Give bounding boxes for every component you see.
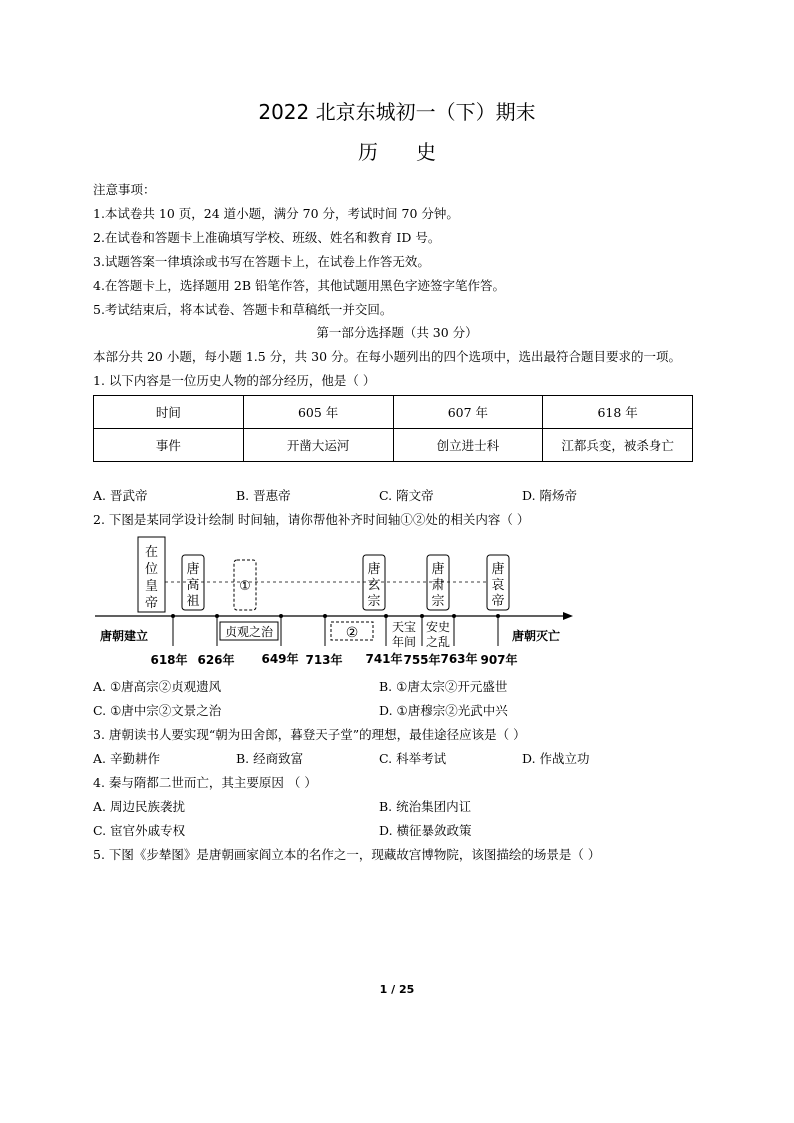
year-label: 626年 <box>197 653 235 667</box>
side-char: 位 <box>144 562 159 577</box>
option-c[interactable]: C. 宦官外戚专权 <box>93 823 186 838</box>
note-item: 2.在试卷和答题卡上准确填写学校、班级、姓名和教育 ID 号。 <box>93 230 441 245</box>
emperor-char: 唐 <box>431 562 445 577</box>
table-cell: 开凿大运河 <box>243 429 393 462</box>
table-cell: 时间 <box>94 396 244 429</box>
event-label: 贞观之治 <box>224 625 274 639</box>
table-row <box>94 429 693 462</box>
option-a[interactable]: A. 晋武帝 <box>93 488 148 503</box>
event-label-line1: 天宝 <box>391 620 417 634</box>
table-row <box>94 396 693 429</box>
question-5-stem: 5. 下图《步辇图》是唐朝画家阎立本的名作之一，现藏故宫博物院，该图描绘的场景是（ ） <box>93 847 601 862</box>
page-number: 1 / 25 <box>379 983 415 996</box>
year-label: 907年 <box>480 653 518 667</box>
emperor-char: 宗 <box>367 594 381 609</box>
emperor-char: 宗 <box>431 594 445 609</box>
option-b[interactable]: B. 晋惠帝 <box>236 488 291 503</box>
event-label-line2: 之乱 <box>425 635 451 649</box>
emperor-char: 唐 <box>367 562 381 577</box>
option-d[interactable]: D. 横征暴敛政策 <box>379 823 472 838</box>
note-item: 5.考试结束后，将本试卷、答题卡和草稿纸一并交回。 <box>93 302 393 317</box>
option-b[interactable]: B. ①唐太宗②开元盛世 <box>379 679 508 694</box>
option-c[interactable]: C. ①唐中宗②文景之治 <box>93 703 222 718</box>
event-label-line1: 安史 <box>425 620 451 634</box>
table-cell: 江都兵变，被杀身亡 <box>543 429 693 462</box>
emperor-char: 唐 <box>186 562 200 577</box>
year-label: 618年 <box>150 653 188 667</box>
option-a[interactable]: A. ①唐高宗②贞观遗风 <box>93 679 222 694</box>
emperor-label <box>431 562 444 609</box>
note-item: 1.本试卷共 10 页，24 道小题，满分 70 分，考试时间 70 分钟。 <box>93 206 459 221</box>
event-label-line2: 年间 <box>391 635 417 649</box>
year-label: 763年 <box>440 652 478 666</box>
option-b[interactable]: B. 经商致富 <box>236 751 304 766</box>
table-cell: 605 年 <box>243 396 393 429</box>
table-cell: 创立进士科 <box>393 429 543 462</box>
table-cell: 事件 <box>94 429 244 462</box>
option-d[interactable]: D. 作战立功 <box>522 751 590 766</box>
emperor-char: 玄 <box>367 578 381 593</box>
table-cell: 618 年 <box>543 396 693 429</box>
emperor-label <box>491 562 504 609</box>
option-d[interactable]: D. ①唐穆宗②光武中兴 <box>379 703 508 718</box>
emperor-char: 唐 <box>491 562 505 577</box>
option-d[interactable]: D. 隋炀帝 <box>522 488 578 503</box>
question-2-stem: 2. 下图是某同学设计绘制 时间轴，请你帮他补齐时间轴①②处的相关内容（ ） <box>93 512 530 527</box>
option-c[interactable]: C. 隋文帝 <box>379 488 434 503</box>
emperor-char: 帝 <box>491 594 505 609</box>
question-3-stem: 3. 唐朝读书人要实现“朝为田舍郎，暮登天子堂”的理想，最佳途径应该是（ ） <box>93 727 526 742</box>
table-cell: 607 年 <box>393 396 543 429</box>
note-item: 4.在答题卡上，选择题用 2B 铅笔作答，其他试题用黑色字迹签字笔作答。 <box>93 278 506 293</box>
side-char: 帝 <box>144 596 159 611</box>
start-label: 唐朝建立 <box>100 629 149 643</box>
year-label: 755年 <box>403 653 441 667</box>
section-title: 第一部分选择题（共 30 分） <box>316 325 478 340</box>
question-1-table <box>93 395 693 462</box>
year-label: 741年 <box>365 652 403 666</box>
notes-heading: 注意事项： <box>93 182 156 197</box>
emperor-label <box>186 562 199 609</box>
emperor-char: 哀 <box>491 578 505 593</box>
emperor-char: 祖 <box>186 594 200 609</box>
emperor-char: 肃 <box>431 578 445 593</box>
end-label: 唐朝灭亡 <box>512 629 561 643</box>
side-box-text <box>145 545 158 611</box>
option-c[interactable]: C. 科举考试 <box>379 751 447 766</box>
year-label: 649年 <box>261 652 299 666</box>
question-4-stem: 4. 秦与隋都二世而亡，其主要原因 （ ） <box>93 775 317 790</box>
note-item: 3.试题答案一律填涂或书写在答题卡上，在试卷上作答无效。 <box>93 254 430 269</box>
axis-arrow <box>563 612 573 620</box>
option-a[interactable]: A. 辛勤耕作 <box>93 751 160 766</box>
timeline-diagram <box>95 530 585 670</box>
year-label: 713年 <box>305 653 343 667</box>
option-a[interactable]: A. 周边民族袭扰 <box>93 799 185 814</box>
emperor-label <box>367 562 380 609</box>
emperor-char: 高 <box>186 578 200 593</box>
question-1-stem: 1. 以下内容是一位历史人物的部分经历，他是（ ） <box>93 373 376 388</box>
option-b[interactable]: B. 统治集团内讧 <box>379 799 472 814</box>
event-label-blank: ② <box>345 625 359 641</box>
side-char: 在 <box>144 545 159 560</box>
subject-title: 历史 <box>358 140 474 164</box>
emperor-label-blank: ① <box>239 579 251 594</box>
side-char: 皇 <box>144 579 159 594</box>
page-title: 2022 北京东城初一（下）期末 <box>258 100 536 124</box>
section-instruction: 本部分共 20 小题，每小题 1.5 分，共 30 分。在每小题列出的四个选项中，选出最符合题目要求的一项。 <box>93 349 682 364</box>
